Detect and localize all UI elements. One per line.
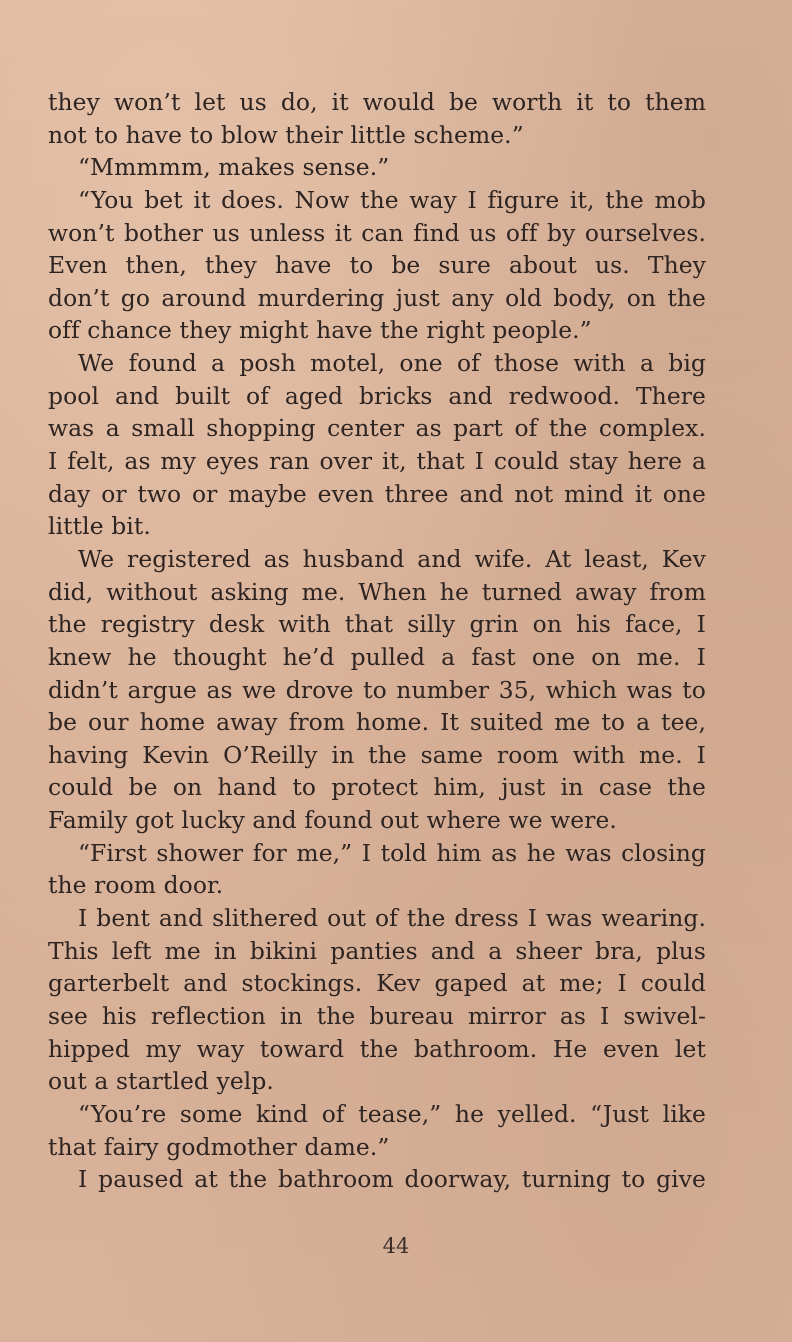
text-line: I paused at the bathroom doorway, turning to give	[78, 1165, 706, 1194]
text-line: This left me in bikini panties and a sheer bra, plus	[48, 936, 706, 965]
text-line: “Mmmmm, makes sense.”	[78, 153, 390, 182]
text-line: We found a posh motel, one of those with a big	[78, 349, 706, 378]
text-line: didn’t argue as we drove to number 35, which was to	[48, 675, 706, 704]
text-line: not to have to blow their little scheme.”	[48, 120, 524, 149]
text-line: was a small shopping center as part of the complex.	[48, 414, 706, 443]
text-line: be our home away from home. It suited me to a tee,	[48, 708, 706, 737]
text-line: We registered as husband and wife. At least, Kev	[78, 544, 706, 573]
text-line: “You’re some kind of tease,” he yelled. “Just like	[78, 1099, 706, 1128]
text-line: could be on hand to protect him, just in case the	[48, 773, 706, 802]
text-line: Even then, they have to be sure about us. They	[48, 251, 706, 280]
text-line: pool and built of aged bricks and redwood. There	[48, 381, 706, 410]
text-line: “First shower for me,” I told him as he was closing	[78, 838, 706, 867]
text-line: knew he thought he’d pulled a fast one on me. I	[48, 642, 706, 671]
text-line: don’t go around murdering just any old body, on the	[48, 283, 706, 312]
page-body	[48, 86, 706, 1196]
text-line: I bent and slithered out of the dress I was wearing.	[78, 904, 706, 933]
text-line: see his reflection in the bureau mirror as I swivel-	[48, 1001, 706, 1030]
text-line: little bit.	[48, 512, 151, 541]
text-line: hipped my way toward the bathroom. He even let	[48, 1034, 706, 1063]
text-line: won’t bother us unless it can find us off by ourselves.	[48, 218, 706, 247]
text-line: out a startled yelp.	[48, 1067, 274, 1096]
text-line: that fairy godmother dame.”	[48, 1132, 390, 1161]
page-number: 44	[382, 1234, 410, 1258]
text-line: off chance they might have the right people.”	[48, 316, 592, 345]
text-line: Family got lucky and found out where we were.	[48, 806, 617, 835]
text-line: “You bet it does. Now the way I figure it, the mob	[78, 185, 706, 214]
text-line: having Kevin O’Reilly in the same room with me. I	[48, 740, 706, 769]
text-line: I felt, as my eyes ran over it, that I could stay here a	[48, 447, 706, 476]
text-line: the registry desk with that silly grin on his face, I	[48, 610, 706, 639]
text-line: they won’t let us do, it would be worth it to them	[48, 88, 706, 116]
text-line: day or two or maybe even three and not mind it one	[48, 479, 706, 508]
text-line: the room door.	[48, 871, 224, 900]
text-line: garterbelt and stockings. Kev gaped at me; I could	[48, 969, 706, 998]
text-line: did, without asking me. When he turned away from	[48, 577, 706, 606]
